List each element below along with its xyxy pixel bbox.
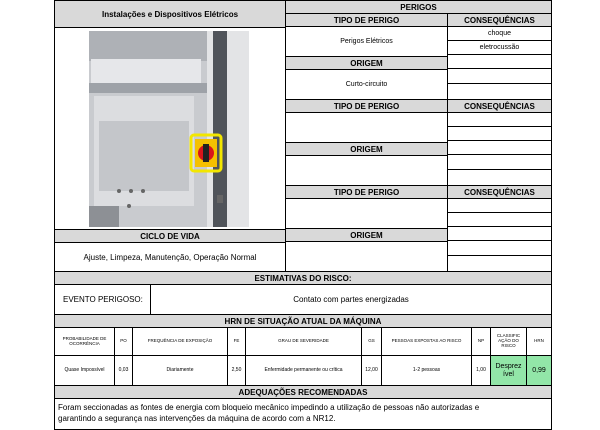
adequacy-header: ADEQUAÇÕES RECOMENDADAS bbox=[54, 385, 552, 399]
consequences-header-3: CONSEQUÊNCIAS bbox=[447, 185, 552, 199]
consequence-1b: eletrocussão bbox=[447, 40, 552, 55]
consequence-2b bbox=[447, 126, 552, 141]
hrn-col-frequency: FREQUÊNCIA DE EXPOSIÇÃO bbox=[132, 327, 228, 356]
hrn-col-fe: FE bbox=[227, 327, 246, 356]
hrn-col-exposed: PESSOAS EXPOSTAS AO RISCO bbox=[381, 327, 472, 356]
section-title: Instalações e Dispositivos Elétricos bbox=[54, 0, 286, 28]
lifecycle-value: Ajuste, Limpeza, Manutenção, Operação Normal bbox=[54, 242, 286, 272]
origin-value-1: Curto-circuito bbox=[285, 69, 448, 100]
hazard-type-header-3: TIPO DE PERIGO bbox=[285, 185, 448, 199]
origin-header-1: ORIGEM bbox=[285, 56, 448, 70]
consequences-header-1: CONSEQUÊNCIAS bbox=[447, 13, 552, 27]
consequence-1c bbox=[447, 54, 552, 69]
hrn-val-severity: Enfermidade permanente ou crítica bbox=[245, 355, 362, 386]
hrn-col-probability: PROBABILIDADE DE OCORRÊNCIA bbox=[54, 327, 115, 356]
consequence-1e bbox=[447, 83, 552, 100]
consequence-1d bbox=[447, 68, 552, 84]
origin-header-2: ORIGEM bbox=[285, 142, 448, 156]
consequence-2e bbox=[447, 169, 552, 186]
consequence-2a bbox=[447, 112, 552, 127]
consequence-3c bbox=[447, 226, 552, 241]
consequence-2c bbox=[447, 140, 552, 155]
origin-value-3 bbox=[285, 241, 448, 272]
machine-photo bbox=[89, 31, 249, 227]
hrn-value-badge: 0,99 bbox=[526, 355, 552, 386]
photo-cell bbox=[54, 27, 286, 230]
hazard-type-header-2: TIPO DE PERIGO bbox=[285, 99, 448, 113]
hrn-val-frequency: Diariamente bbox=[132, 355, 228, 386]
consequences-header-2: CONSEQUÊNCIAS bbox=[447, 99, 552, 113]
lifecycle-header: CICLO DE VIDA bbox=[54, 229, 286, 243]
consequence-2d bbox=[447, 154, 552, 170]
hrn-val-po: 0,03 bbox=[114, 355, 133, 386]
hrn-col-np: NP bbox=[471, 327, 491, 356]
hrn-val-probability: Quase Impossível bbox=[54, 355, 115, 386]
risk-classification-badge: Desprez ível bbox=[490, 355, 527, 386]
hazard-type-value-1: Perigos Elétricos bbox=[285, 26, 448, 57]
adequacy-line-1: Foram seccionadas as fontes de energia com bloqueio mecânico impedindo a utilização de pessoas não autorizadas e bbox=[58, 403, 480, 413]
hrn-val-gs: 12,00 bbox=[361, 355, 382, 386]
hazard-event-label: EVENTO PERIGOSO: bbox=[54, 284, 151, 315]
adequacy-text bbox=[54, 398, 552, 430]
hrn-col-severity: GRAU DE SEVERIDADE bbox=[245, 327, 362, 356]
hrn-val-np: 1,00 bbox=[471, 355, 491, 386]
hrn-val-fe: 2,50 bbox=[227, 355, 246, 386]
hazard-type-value-2 bbox=[285, 112, 448, 143]
hrn-col-hrn: HRN bbox=[526, 327, 552, 356]
hrn-col-classification: CLASSIFIC AÇÃO DO RISCO bbox=[490, 327, 527, 356]
consequence-3e bbox=[447, 255, 552, 272]
risk-estimate-header: ESTIMATIVAS DO RISCO: bbox=[54, 271, 552, 285]
hrn-col-gs: GS bbox=[361, 327, 382, 356]
hazard-type-value-3 bbox=[285, 198, 448, 229]
consequence-1a: choque bbox=[447, 26, 552, 41]
origin-value-2 bbox=[285, 155, 448, 186]
consequence-3d bbox=[447, 240, 552, 256]
hazards-header: PERIGOS bbox=[285, 0, 552, 14]
hazard-event-value: Contato com partes energizadas bbox=[150, 284, 552, 315]
hrn-header: HRN DE SITUAÇÃO ATUAL DA MÁQUINA bbox=[54, 314, 552, 328]
hrn-val-exposed: 1-2 pessoas bbox=[381, 355, 472, 386]
adequacy-line-2: garantindo a segurança nas intervenções da máquina de acordo com a NR12. bbox=[58, 414, 336, 423]
hazard-type-header-1: TIPO DE PERIGO bbox=[285, 13, 448, 27]
consequence-3a bbox=[447, 198, 552, 213]
hrn-col-po: PO bbox=[114, 327, 133, 356]
origin-header-3: ORIGEM bbox=[285, 228, 448, 242]
consequence-3b bbox=[447, 212, 552, 227]
